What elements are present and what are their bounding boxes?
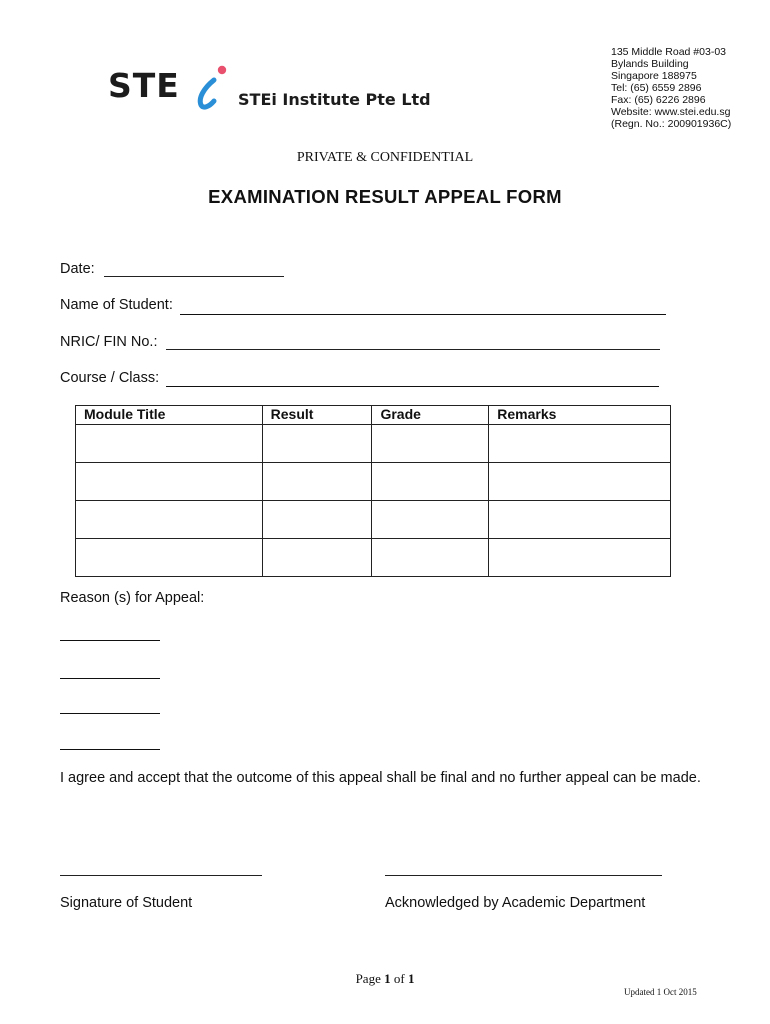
- date-label: Date:: [60, 261, 95, 277]
- nric-label: NRIC/ FIN No.:: [60, 334, 158, 350]
- table-cell[interactable]: [372, 539, 489, 577]
- reason-line[interactable]: [60, 699, 160, 714]
- student-signature-label: Signature of Student: [60, 895, 193, 911]
- institute-logo: [108, 64, 438, 114]
- page-prefix: Page: [355, 971, 381, 986]
- student-name-field[interactable]: [180, 299, 666, 315]
- table-cell[interactable]: [372, 463, 489, 501]
- reason-line[interactable]: [60, 664, 160, 679]
- module-table: [75, 405, 671, 577]
- table-row: [76, 501, 671, 539]
- table-row: [76, 539, 671, 577]
- reason-line[interactable]: [60, 735, 160, 750]
- table-cell[interactable]: [76, 463, 263, 501]
- date-field[interactable]: [104, 262, 284, 277]
- registration-line: (Regn. No.: 200901936C): [611, 118, 732, 130]
- student-name-label: Name of Student:: [60, 297, 173, 313]
- table-cell[interactable]: [76, 539, 263, 577]
- table-cell[interactable]: [262, 501, 372, 539]
- department-signature-label: Acknowledged by Academic Department: [385, 895, 646, 911]
- table-row: [76, 463, 671, 501]
- address-line: Bylands Building: [611, 58, 689, 70]
- result-header: Result: [262, 406, 372, 425]
- table-cell[interactable]: [372, 425, 489, 463]
- student-signature-line[interactable]: [60, 873, 262, 876]
- institute-name: STEi Institute Pte Ltd: [238, 90, 431, 109]
- table-cell[interactable]: [262, 425, 372, 463]
- course-label: Course / Class:: [60, 370, 160, 386]
- fax-line: Fax: (65) 6226 2896: [611, 94, 706, 106]
- address-block: [611, 46, 731, 130]
- table-cell[interactable]: [489, 425, 671, 463]
- department-signature-line[interactable]: [385, 873, 662, 876]
- remarks-header: Remarks: [489, 406, 671, 425]
- address-line: 135 Middle Road #03-03: [611, 46, 726, 58]
- table-cell[interactable]: [372, 501, 489, 539]
- grade-header: Grade: [372, 406, 489, 425]
- website-line: Website: www.stei.edu.sg: [611, 106, 731, 118]
- table-cell[interactable]: [76, 425, 263, 463]
- form-title: EXAMINATION RESULT APPEAL FORM: [208, 186, 562, 207]
- confidential-label: PRIVATE & CONFIDENTIAL: [296, 150, 474, 165]
- address-line: Singapore 188975: [611, 70, 697, 82]
- logo-i-icon: [192, 64, 232, 110]
- nric-field[interactable]: [166, 335, 660, 350]
- page-total: 1: [407, 971, 415, 986]
- reason-line[interactable]: [60, 626, 160, 641]
- course-field[interactable]: [166, 371, 659, 387]
- module-title-header: Module Title: [76, 406, 263, 425]
- updated-date: Updated 1 Oct 2015: [624, 987, 697, 997]
- table-row: [76, 425, 671, 463]
- table-cell[interactable]: [262, 539, 372, 577]
- page-number: [0, 971, 770, 987]
- table-header-row: [76, 406, 671, 425]
- reason-label: Reason (s) for Appeal:: [60, 590, 205, 606]
- page-of: of: [393, 971, 405, 986]
- logo-text: STE: [108, 66, 180, 105]
- table-cell[interactable]: [76, 501, 263, 539]
- table-cell[interactable]: [489, 501, 671, 539]
- table-cell[interactable]: [489, 463, 671, 501]
- table-cell[interactable]: [489, 539, 671, 577]
- agreement-text: I agree and accept that the outcome of this appeal shall be final and no further appeal can be made.: [60, 770, 701, 786]
- phone-line: Tel: (65) 6559 2896: [611, 82, 702, 94]
- table-cell[interactable]: [262, 463, 372, 501]
- page-current: 1: [384, 971, 391, 986]
